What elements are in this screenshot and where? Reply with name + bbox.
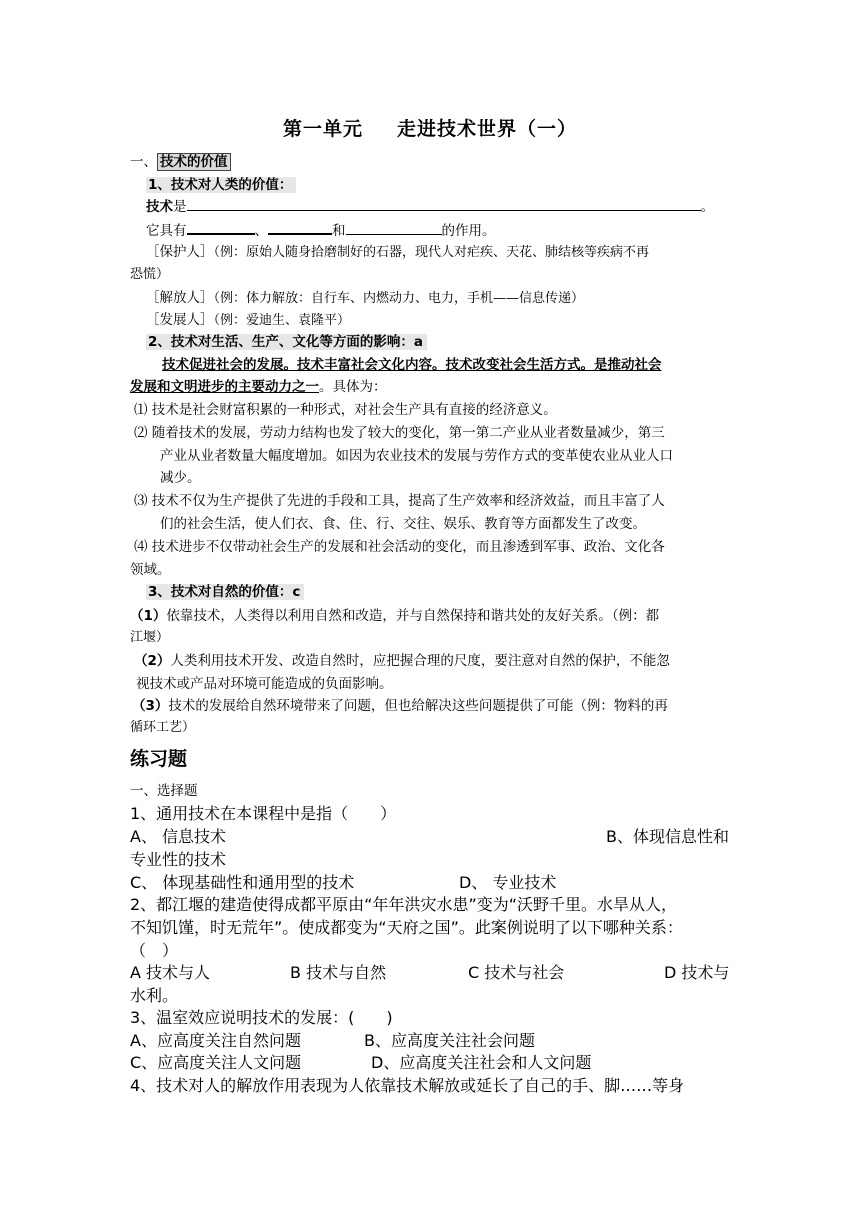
q1-option-a: A、 信息技术 <box>130 827 227 846</box>
protector-line: ［保护人］（例：原始人随身拾磨制好的石器，现代人对疟疾、天花、肺结核等疾病不再 <box>146 244 650 260</box>
subheading-2: 2、技术对生活、生产、文化等方面的影响：a <box>146 331 427 353</box>
question-1: 1、通用技术在本课程中是指（ ） <box>130 804 397 823</box>
roles-line: 它具有 、 和 的作用。 <box>146 219 496 242</box>
q1-option-d: D、 专业技术 <box>459 873 557 892</box>
q2-option-d: D 技术与 <box>664 963 730 982</box>
question-4: 4、技术对人的解放作用表现为人依靠技术解放或延长了自己的手、脚……等身 <box>130 1076 685 1095</box>
q1-option-c: C、 体现基础性和通用型的技术 <box>130 873 355 892</box>
q1-option-b-cont: 专业性的技术 <box>130 850 227 869</box>
section-heading: 一、 技术的价值 <box>130 151 231 173</box>
question-2-paren: （ ） <box>130 941 179 960</box>
page-title <box>0 114 860 141</box>
fill-blank <box>268 219 332 235</box>
q3-option-b: B、应高度关注社会问题 <box>364 1031 535 1050</box>
fill-blank <box>187 219 255 235</box>
list-item-cont: 们的社会生活，使人们衣、食、住、行、交往、娱乐、教育等方面都发生了改变。 <box>160 516 646 532</box>
impact-line-2: 发展和文明进步的主要动力之一。具体为： <box>130 379 387 395</box>
fill-blank <box>346 220 442 235</box>
question-2: 2、都江堰的建造使得成都平原由“年年洪灾水患”变为“沃野千里。水旱从人， <box>130 895 678 914</box>
nature-item: （2）人类利用技术开发、改造自然时，应把握合理的尺度，要注意对自然的保护，不能忽 <box>134 653 670 669</box>
title-unit: 第一单元 <box>282 118 363 140</box>
nature-item-cont: 循环工艺） <box>130 720 196 735</box>
q1-option-b: B、体现信息性和 <box>606 827 729 846</box>
list-item-cont: 减少。 <box>160 470 201 486</box>
nature-item: （3）技术的发展给自然环境带来了问题，但也给解决这些问题提供了可能（例：物料的再 <box>132 698 668 714</box>
q2-option-d-cont: 水利。 <box>130 986 179 1005</box>
section-title-highlighted: 技术的价值 <box>157 153 231 171</box>
q3-option-c: C、应高度关注人文问题 <box>130 1053 302 1072</box>
list-item: ⑷ 技术进步不仅带动社会生产的发展和社会活动的变化，而且渗透到军事、政治、文化各 <box>134 539 665 555</box>
title-topic: 走进技术世界（一） <box>397 118 578 140</box>
impact-line-1: 技术促进社会的发展。技术丰富社会文化内容。技术改变社会生活方式。是推动社会 <box>162 357 662 373</box>
exercise-part: 一、选择题 <box>130 783 198 799</box>
list-item-cont: 产业从业者数量大幅度增加。如因为农业技术的发展与劳作方式的变革使农业从业人口 <box>160 448 673 464</box>
question-2-cont: 不知饥馑，时无荒年”。使成都变为“天府之国”。此案例说明了以下哪种关系： <box>130 918 683 937</box>
list-item: ⑵ 随着技术的发展，劳动力结构也发了较大的变化，第一第二产业从业者数量减少，第三 <box>134 425 665 441</box>
protector-line-2: 恐慌） <box>130 267 170 282</box>
subheading-1: 1、技术对人类的价值： <box>146 174 296 196</box>
definition-line: 技术是 。 <box>146 196 714 218</box>
list-item-cont: 领域。 <box>130 562 171 578</box>
q2-option-c: C 技术与社会 <box>468 963 565 982</box>
exercises-heading: 练习题 <box>130 748 188 770</box>
nature-item-cont: 江堰） <box>130 630 170 645</box>
q3-option-d: D、应高度关注社会和人文问题 <box>371 1053 592 1072</box>
nature-item: （1）依靠技术，人类得以利用自然和改造，并与自然保持和谐共处的友好关系。（例：都 <box>130 608 660 624</box>
q2-option-b: B 技术与自然 <box>290 963 387 982</box>
q2-option-a: A 技术与人 <box>130 963 211 982</box>
q3-option-a: A、应高度关注自然问题 <box>130 1031 301 1050</box>
developer-line: ［发展人］（例：爱迪生、袁隆平） <box>146 312 351 328</box>
fill-blank <box>187 196 701 211</box>
list-item: ⑶ 技术不仅为生产提供了先进的手段和工具，提高了生产效率和经济效益，而且丰富了人 <box>134 493 665 509</box>
subheading-3: 3、技术对自然的价值：c <box>146 581 304 603</box>
liberator-line: ［解放人］（例：体力解放：自行车、内燃动力、电力，手机——信息传递） <box>146 290 585 306</box>
nature-item-cont: 视技术或产品对环境可能造成的负面影响。 <box>136 676 393 692</box>
list-item: ⑴ 技术是社会财富积累的一种形式，对社会生产具有直接的经济意义。 <box>134 402 557 418</box>
question-3: 3、温室效应说明技术的发展：( ) <box>130 1008 393 1027</box>
